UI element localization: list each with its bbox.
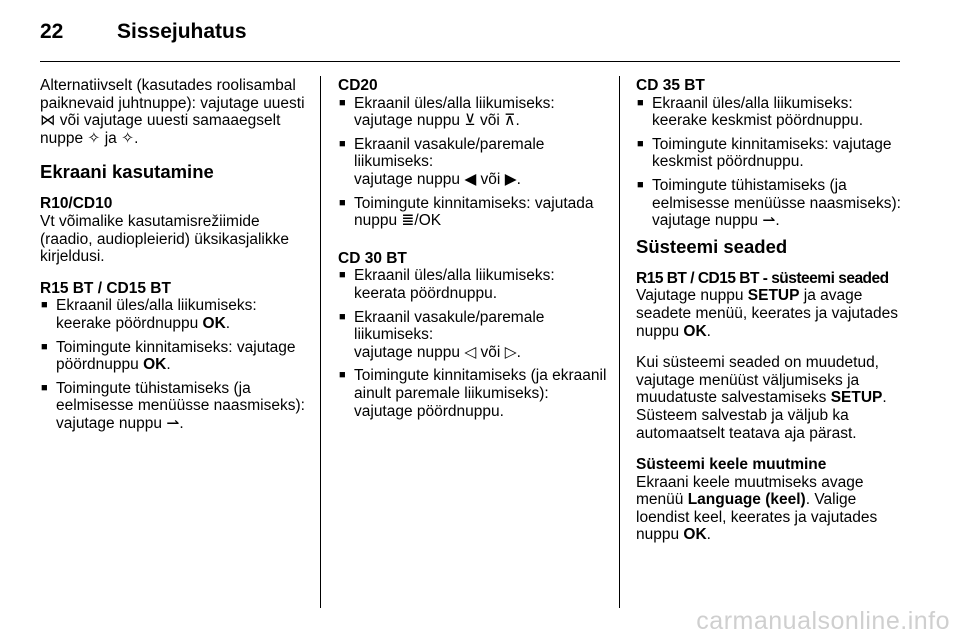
header-rule [40,61,900,62]
text: . [166,356,171,374]
text: Toimingute tühistamiseks (ja eelmisesse menüüsse naasmiseks): vajutage nuppu [652,176,901,230]
subheading-r15-settings: R15 BT / CD15 BT - süsteemi seaded [636,269,889,287]
page-number: 22 [40,20,64,43]
left-triangle-icon: ◁ [464,343,477,361]
intro-paragraph [40,77,312,147]
text: Ekraani keele muutmiseks avage menüü [636,473,864,509]
text: Kui süsteemi seaded on muudetud, vajutage menüüst väljumiseks ja muudatuste salvestamiseks [636,354,879,407]
list-item [338,136,610,189]
subheading-cd20: CD20 [338,77,378,94]
right-triangle-icon: ▷ [504,343,517,361]
subheading-r10: R10/CD10 [40,195,113,213]
menu-icon: ≣ [401,212,415,230]
settings-paragraph-2 [636,354,906,442]
text: Ekraanil üles/alla liikumiseks: vajutage nuppu [354,94,555,130]
text: . [179,414,184,432]
list-item [338,367,610,420]
list-item: ■ Ekraanil üles/alla liikumiseks: keerake keskmist pöördnuppu. [636,95,906,130]
section-heading-settings: Süsteemi seaded [636,235,788,257]
language-label: Language (keel) [687,491,806,509]
text: . [706,526,711,544]
subheading-cd35: CD 35 BT [636,77,705,94]
text: või [476,343,505,361]
page-header [40,20,247,44]
column-divider-1 [320,76,321,608]
language-paragraph [636,474,906,544]
text: . [775,212,780,230]
list-item [636,177,906,230]
text: või vajutage uuesti samaaegselt nuppe [40,112,281,147]
settings-paragraph-1 [636,287,906,340]
text: . [706,322,711,340]
setup-label: SETUP [747,287,800,305]
ok-label: OK [683,322,707,340]
text: . Süsteem salvestab ja väljub ka automaatselt teatava aja pärast. [636,389,887,442]
subheading-cd30: CD 30 BT [338,249,407,267]
text: ja [100,129,122,147]
r10-paragraph: Vt võimalike kasutamisrežiimide (raadio, audiopleierid) üksikasjalikke kirjeldusi. [40,212,289,266]
text: Ekraanil üles/alla liikumiseks: keerake pöördnuppu [56,297,257,332]
text: vajutage nuppu [354,343,465,361]
volume-down-icon: ✧ [121,129,135,147]
column-2 [338,77,610,426]
subheading-r15: R15 BT / CD15 BT [40,279,171,297]
watermark: carmanualsonline.info [696,607,950,635]
list-item [40,297,312,332]
text: Toimingute kinnitamiseks: vajutada nuppu [354,194,594,230]
text: ja avage seadete menüü, keerates ja vajutades nuppu [636,287,898,340]
ok-label: OK [683,526,707,544]
list-item [40,380,312,433]
text: Alternatiivselt (kasutades roolisambal paiknevaid juhtnuppe): vajutage uuesti [40,77,305,112]
text: või [475,112,505,130]
mute-icon: ⋈ [40,112,56,130]
text: . Valige loendist keel, keerates ja vajutades nuppu [636,491,878,544]
text: . [516,170,521,188]
up-icon: ⊼ [504,112,516,130]
column-divider-2 [619,76,620,608]
text: . [225,314,231,332]
list-item: ■ Ekraanil üles/alla liikumiseks: keerata pöördnuppu. [338,267,610,302]
text: Vajutage nuppu [636,287,748,305]
text: . [134,129,139,147]
list-item [338,195,610,230]
down-icon: ⊻ [464,112,476,130]
volume-up-icon: ✧ [87,129,101,147]
text: Toimingute kinnitamiseks: vajutage pöördnuppu [56,338,296,374]
list-item [338,95,610,130]
column-1 [40,77,312,439]
text: . [515,112,520,130]
column-3 [636,77,906,558]
text: vajutage nuppu [354,170,465,188]
text: Toimingute tühistamiseks (ja eelmisesse menüüsse naasmiseks): vajutage nuppu [56,379,305,432]
text: Ekraanil vasakule/paremale liikumiseks: [354,308,545,344]
list-item [338,309,610,362]
subheading-language: Süsteemi keele muutmine [636,456,827,474]
back-icon: ⇀ [166,414,180,432]
text: . [516,343,521,361]
text: või [476,170,505,188]
text: Toimingute kinnitamiseks (ja ekraanil ainult paremale liikumiseks): [354,367,607,402]
text: Ekraanil vasakule/paremale liikumiseks: [354,135,545,171]
page-title: Sissejuhatus [117,20,247,43]
ok-label: OK [202,314,226,332]
spacer [338,236,610,250]
list-item [40,339,312,374]
section-heading-display: Ekraani kasutamine [40,161,214,183]
ok-label: OK [143,356,167,374]
list-item: ■ Toimingute kinnitamiseks: vajutage keskmist pöördnuppu. [636,136,906,171]
left-arrow-icon: ◀ [464,170,477,188]
setup-label: SETUP [830,389,883,407]
text: vajutage pöördnuppu. [354,402,504,420]
back-icon: ⇀ [762,212,776,230]
text: /OK [414,212,442,230]
right-arrow-icon: ▶ [504,170,517,188]
